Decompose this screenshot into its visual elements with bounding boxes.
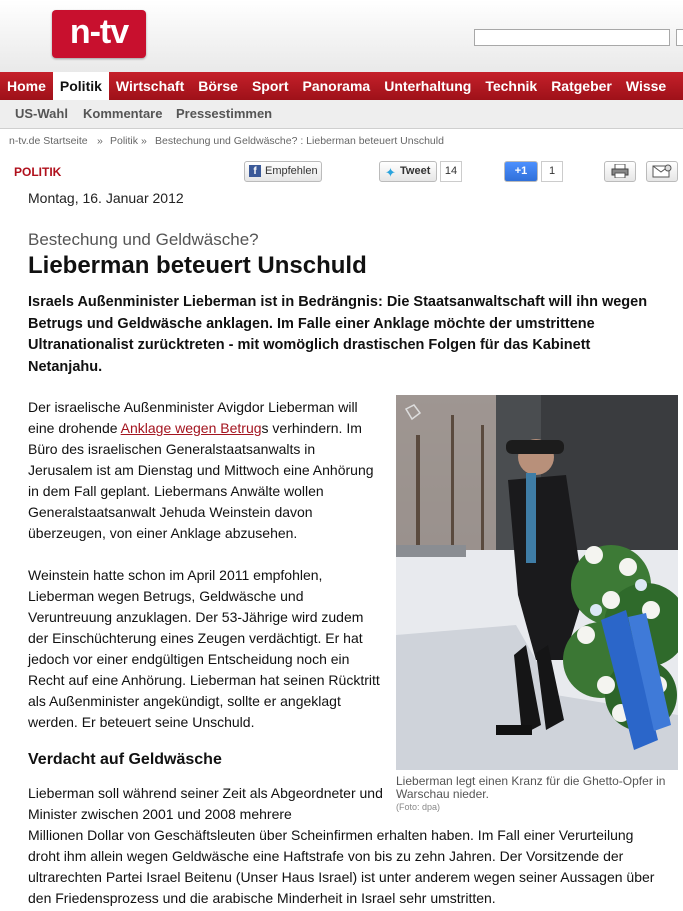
logo-text: n-tv: [69, 13, 129, 51]
print-button[interactable]: [604, 161, 636, 182]
envelope-icon: [652, 164, 672, 178]
breadcrumb-current: Bestechung und Geldwäsche? : Lieberman beteuert Unschuld: [155, 135, 444, 147]
photo-caption: Lieberman legt einen Kranz für die Ghetto-Opfer in Warschau nieder.: [396, 774, 666, 801]
email-button[interactable]: [646, 161, 678, 182]
printer-icon: [611, 164, 629, 178]
subnav-item-kommentare[interactable]: Kommentare: [83, 106, 163, 121]
facebook-icon: f: [249, 165, 261, 177]
breadcrumb-home[interactable]: n-tv.de Startseite: [9, 135, 88, 147]
tweet-button[interactable]: [379, 161, 437, 182]
article-lead: Israels Außenminister Lieberman ist in Bedrängnis: Die Staatsanwaltschaft will ihn wegen Betrugs und Geldwäsche anklagen. Im Falle einer Anklage möchte der umstrittene Ultranationalist zurücktreten - mit womöglich drastischen Folgen für das Kabinett Netanjahu.: [28, 294, 648, 375]
article-headline: Lieberman beteuert Unschuld: [28, 252, 367, 279]
article-paragraph: Millionen Dollar von Geschäftsleuten über Scheinfirmen erhalten haben. Im Fall einer Verurteilung droht ihm allein wegen Geldwäsche eine Haftstrafe von bis zu zehn Jahren. Der Vorsitzende der ultrarechten Partei Israel Beitenu (Unser Haus Israel) ist unter anderem wegen seiner Aussagen über den Friedensprozess und die arabische Minderheit in Israel sehr umstritten.: [28, 827, 655, 906]
subnav-item-pressestimmen[interactable]: Pressestimmen: [176, 106, 273, 121]
anklage-link[interactable]: Anklage wegen Betrug: [120, 420, 262, 436]
article-paragraph: Lieberman soll während seiner Zeit als Abgeordneter und Minister zwischen 2001 und 2008 mehrere: [28, 785, 383, 822]
twitter-bird-icon: ✦: [385, 165, 396, 180]
main-nav: [0, 72, 683, 100]
article-photo[interactable]: [396, 395, 678, 770]
sub-nav: [0, 100, 683, 129]
gplus-button[interactable]: [504, 161, 538, 182]
subnav-item-us-wahl[interactable]: US-Wahl: [15, 106, 68, 121]
breadcrumb: [0, 130, 683, 152]
paragraph-text: s verhindern. Im Büro des israelischen Generalstaatsanwalts in Jerusalem ist am Dienstag und Mittwoch eine Anhörung in dem Fall geplant. Liebermans Anwälte wollen Generalstaatsanwalt Jehuda Weinstein davon überzeugen, von einer Anklage abzusehen.: [28, 420, 374, 541]
breadcrumb-separator: »: [141, 135, 147, 147]
nav-item-unterhaltung[interactable]: Unterhaltung: [384, 78, 472, 94]
article-kicker: Bestechung und Geldwäsche?: [28, 230, 259, 249]
article-paragraph: [28, 397, 383, 544]
photo-credit: (Foto: dpa): [396, 802, 441, 812]
tweet-label: Tweet: [400, 165, 431, 177]
search-input[interactable]: [474, 29, 670, 46]
paragraph-text: Der israelische Außenminister Avigdor Lieberman will eine drohende: [28, 399, 358, 436]
article-subheading: Verdacht auf Geldwäsche: [28, 751, 222, 768]
facebook-recommend-button[interactable]: [244, 161, 322, 182]
nav-item-politik[interactable]: Politik: [53, 72, 109, 100]
share-bar: [0, 156, 683, 186]
article-date: Montag, 16. Januar 2012: [28, 190, 184, 206]
facebook-label: Empfehlen: [265, 165, 318, 177]
nav-item-panorama[interactable]: Panorama: [302, 78, 371, 94]
nav-item-technik[interactable]: Technik: [485, 78, 538, 94]
nav-item-home[interactable]: Home: [7, 78, 46, 94]
photo-illustration: [396, 395, 678, 770]
tweet-count: 14: [440, 161, 462, 182]
gplus-count: 1: [541, 161, 563, 182]
header: [0, 0, 683, 72]
nav-item-ratgeber[interactable]: Ratgeber: [551, 78, 612, 94]
gplus-label: +1: [514, 165, 528, 177]
breadcrumb-politik[interactable]: Politik: [110, 135, 139, 147]
section-label[interactable]: POLITIK: [14, 165, 62, 179]
nav-item-wissen[interactable]: Wisse: [625, 78, 667, 94]
breadcrumb-separator: »: [97, 135, 103, 147]
article-paragraph: Weinstein hatte schon im April 2011 empfohlen, Lieberman wegen Betrugs, Geldwäsche und Veruntreuung anzuklagen. Der 53-Jährige wird zudem der Einschüchterung eines Zeugen verdächtigt. Er hat jedoch vor einer endgültigen Entscheidung noch ein Recht auf eine Anhörung. Lieberman hat seinen Rücktritt als Außenminister angekündigt, sollte er angeklagt werden. Er beteuert seine Unschuld.: [28, 567, 380, 730]
search-button[interactable]: [676, 29, 683, 46]
ntv-logo[interactable]: [52, 10, 146, 58]
nav-item-sport[interactable]: Sport: [251, 78, 289, 94]
nav-item-wirtschaft[interactable]: Wirtschaft: [115, 78, 185, 94]
nav-item-boerse[interactable]: Börse: [198, 78, 238, 94]
